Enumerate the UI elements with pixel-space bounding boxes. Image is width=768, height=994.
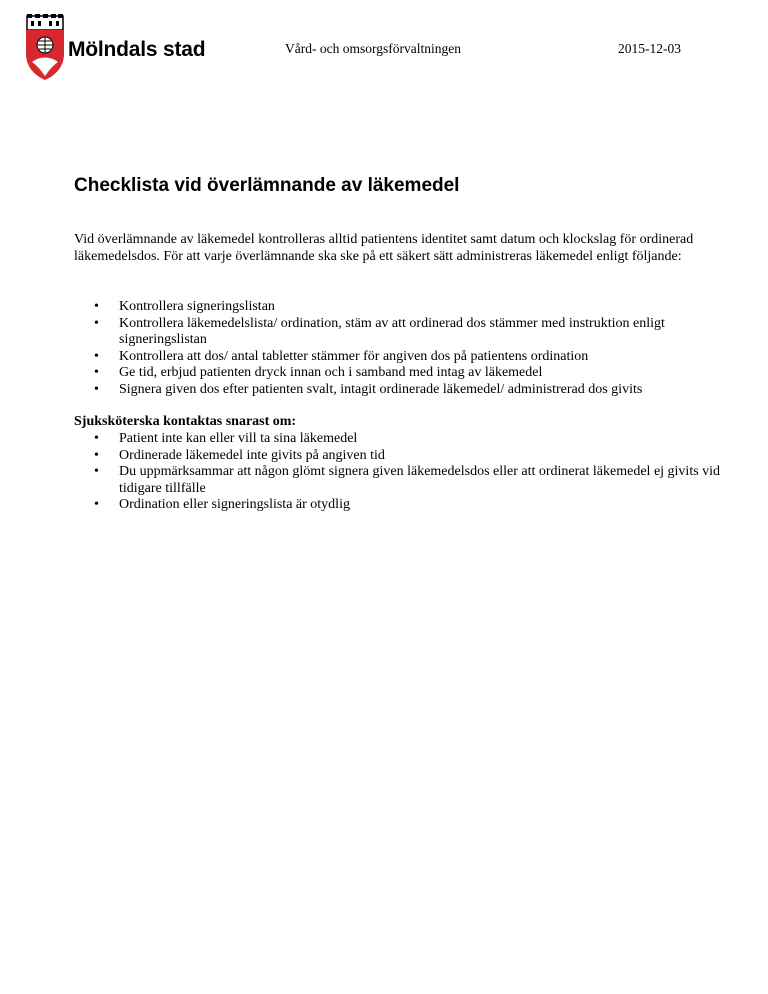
checklist-item: • Kontrollera läkemedelslista/ ordination, stäm av att ordinerad dos stämmer med instruktion enligt signeringslistan xyxy=(74,316,724,349)
checklist-item: • Signera given dos efter patienten svalt, intagit ordinerade läkemedel/ administrerad dos givits xyxy=(74,382,724,399)
contact-list xyxy=(74,431,730,514)
checklist-item: • Kontrollera att dos/ antal tabletter stämmer för angiven dos på patientens ordination xyxy=(74,349,724,366)
org-name: Mölndals stad xyxy=(68,38,206,61)
logo xyxy=(24,14,224,84)
document-title: Checklista vid överlämnande av läkemedel xyxy=(74,175,460,196)
contact-list-item: • Du uppmärksammar att någon glömt signera given läkemedelsdos eller att ordinerat läkemedel ej givits vid tidigare tillfälle xyxy=(74,464,730,497)
contact-list-item: • Patient inte kan eller vill ta sina läkemedel xyxy=(74,431,730,448)
contact-heading: Sjuksköterska kontaktas snarast om: xyxy=(74,414,297,429)
page-header xyxy=(0,0,768,90)
contact-list-item: • Ordination eller signeringslista är otydlig xyxy=(74,497,730,514)
checklist-item: • Kontrollera signeringslistan xyxy=(74,299,724,316)
intro-paragraph: Vid överlämnande av läkemedel kontrolleras alltid patientens identitet samt datum och klockslag för ordinerad läkemedelsdos. För att varje överlämnande ska ske på ett säkert sätt administreras läkemedel enligt följande: xyxy=(74,232,694,264)
checklist-item: • Ge tid, erbjud patienten dryck innan och i samband med intag av läkemedel xyxy=(74,365,724,382)
department-name: Vård- och omsorgsförvaltningen xyxy=(285,41,461,56)
contact-list-item: • Ordinerade läkemedel inte givits på angiven tid xyxy=(74,448,730,465)
coat-of-arms-icon xyxy=(24,14,66,82)
document-date: 2015-12-03 xyxy=(618,41,681,56)
checklist xyxy=(74,299,724,398)
